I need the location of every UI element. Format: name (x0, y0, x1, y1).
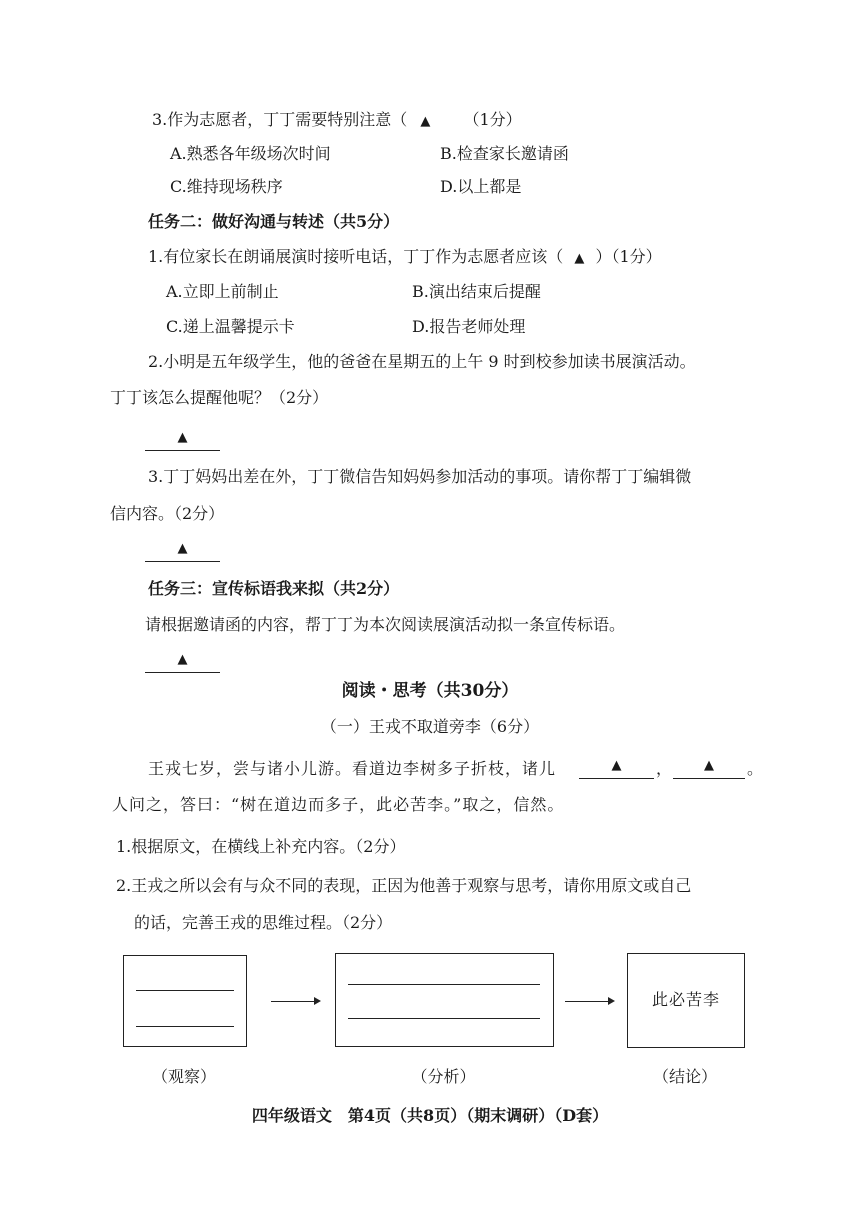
reading-question-2-line2: 的话，完善王戎的思维过程。（2分） (134, 913, 393, 932)
option-b: B.检查家长邀请函 (440, 144, 569, 163)
task-3-title: 任务三：宣传标语我来拟（共2分） (148, 579, 400, 598)
option-a: A.立即上前制止 (166, 282, 279, 301)
label-conclude: （结论） (652, 1067, 717, 1086)
option-d: D.以上都是 (440, 177, 522, 196)
answer-marker-icon: ▲ (574, 251, 585, 266)
question-3-stem (152, 109, 522, 133)
passage-line-2: 人问之，答曰：“树在道边而多子，此必苦李。”取之，信然。 (112, 795, 565, 814)
answer-line[interactable] (136, 1026, 234, 1027)
task2-question-2-line1: 2.小明是五年级学生，他的爸爸在星期五的上午 9 时到校参加读书展演活动。 (148, 352, 696, 371)
score-text: ）（1分） (595, 247, 662, 266)
answer-line[interactable] (136, 990, 234, 991)
task2-question-1 (148, 246, 662, 270)
arrow-icon (271, 1001, 319, 1002)
label-analyze: （分析） (411, 1067, 476, 1086)
passage-line-1 (148, 758, 556, 780)
conclusion-box (627, 953, 745, 1048)
comma: ， (656, 759, 673, 778)
reading-question-1: 1.根据原文，在横线上补充内容。（2分） (116, 837, 406, 856)
answer-blank[interactable]: ▲ (145, 539, 220, 562)
conclusion-text: 此必苦李 (651, 990, 720, 1009)
question-stem-text: 3.作为志愿者，丁丁需要特别注意（ (152, 110, 408, 129)
question-stem-text: 1.有位家长在朗诵展演时接听电话，丁丁作为志愿者应该（ (148, 247, 564, 266)
option-b: B.演出结束后提醒 (412, 282, 541, 301)
answer-line[interactable] (348, 984, 540, 985)
task3-prompt: 请根据邀请函的内容，帮丁丁为本次阅读展演活动拟一条宣传标语。 (145, 615, 626, 634)
score-text: （1分） (463, 110, 522, 129)
passage-blank-1[interactable]: ▲ (579, 756, 654, 779)
period: 。 (747, 759, 764, 778)
passage-title: （一）王戎不取道旁李（6分） (320, 717, 540, 736)
answer-marker-icon: ▲ (420, 114, 431, 129)
arrow-icon (565, 1001, 613, 1002)
section-title: 阅读・思考（共30分） (341, 681, 519, 701)
task2-question-3-line2: 信内容。（2分） (110, 504, 225, 523)
option-c: C.维持现场秩序 (170, 177, 283, 196)
passage-blank-2[interactable]: ▲ (673, 756, 745, 779)
passage-text: 王戎七岁，尝与诸小儿游。看道边李树多子折枝，诸儿 (148, 759, 557, 778)
answer-blank[interactable]: ▲ (145, 428, 220, 451)
page-footer: 四年级语文 第4页（共8页）（期末调研）（D套） (251, 1106, 609, 1125)
analyze-box (335, 953, 554, 1047)
task2-question-3-line1: 3.丁丁妈妈出差在外，丁丁微信告知妈妈参加活动的事项。请你帮丁丁编辑微 (148, 467, 692, 486)
answer-blank[interactable]: ▲ (145, 650, 220, 673)
option-c: C.递上温馨提示卡 (166, 317, 295, 336)
answer-line[interactable] (348, 1018, 540, 1019)
reading-question-2-line1: 2.王戎之所以会有与众不同的表现，正因为他善于观察与思考，请你用原文或自己 (116, 876, 692, 895)
task-2-title: 任务二：做好沟通与转述（共5分） (148, 212, 400, 231)
label-observe: （观察） (151, 1067, 216, 1086)
task2-question-2-line2: 丁丁该怎么提醒他呢？（2分） (110, 388, 329, 407)
option-d: D.报告老师处理 (412, 317, 526, 336)
observe-box (123, 955, 247, 1047)
option-a: A.熟悉各年级场次时间 (170, 144, 331, 163)
